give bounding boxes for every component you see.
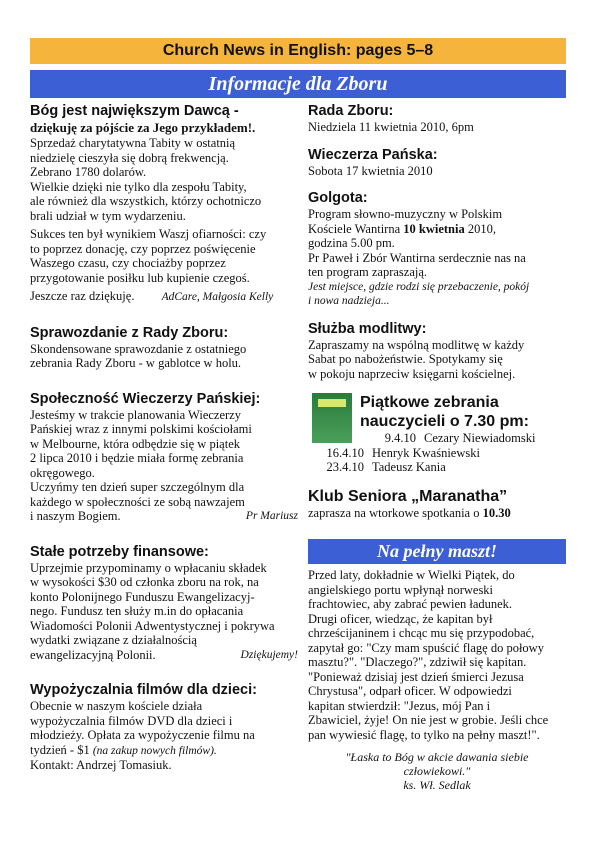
paragraph: Jesteśmy w trakcie planowania Wieczerzy Pańskiej wraz z innymi polskimi kościołami w Melbourne, która odbędzie się w piątek 2 lipca 2010 i będzie miała formę zebrania okręgowego. Uczyńmy ten dzień super szczególnym dla każdego w społeczności ze sobą nawzajem i naszym Bogiem. Pr Mariusz <box>30 407 298 523</box>
paragraph: Sukces ten był wynikiem Waszj ofiarności: czy to poprzez donację, czy poprzez poświęcenie Waszego czasu, czy chociażby poprzez przygotowanie posiłku lub kupienie czegoś. <box>30 227 267 285</box>
paragraph: Sprzedaż charytatywna Tabity w ostatnią niedzielę cieszyła się dobrą frekwencją. Zebrano 1780 dolarów. Wielkie dzięki nie tylko dla zespołu Tabity, ale również dla wszystkich, którzy ochotniczo brali udział w tym wydarzeniu. <box>30 136 262 223</box>
section-teacher-meetings <box>308 393 566 475</box>
signature: Pr Mariusz <box>245 510 298 522</box>
paragraph: Przed laty, dokładnie w Wielki Piątek, do angielskiego portu wpłynął norweski frachtowiec, aby zabrać pewien ładunek. Drugi oficer, wiedząc, że kapitan był chrześcijaninem i chcąc mu się przypodobać, zapytał go: "Czy mam spuścić flagę do połowy masztu?". "Dlaczego?", zdziwił się kapitan. "Ponieważ dzisiaj jest dzień śmierci Jezusa Chrystusa", odparł oficer. W odpowiedzi kapitan stwierdził: "Jezus, mój Pan i Zbawiciel, żyje! On nie jest w grobie. Jeśli chce pan wywiesić flagę, to tylko na pełny maszt!". <box>308 568 549 742</box>
page-title: Informacje dla Zboru <box>30 70 566 98</box>
paragraph: Obecnie w naszym kościele działa wypożyczalnia filmów DVD dla dzieci i młodzieży. Opłata za wypożyczenie filmu na tydzień - $1 (na zakup nowych filmów). Kontakt: Andrzej Tomasiuk. <box>30 699 255 772</box>
paragraph: Zapraszamy na wspólną modlitwę w każdy Sabat po nabożeństwie. Spotykamy się w pokoju naprzeciw księgarni kościelnej. <box>308 337 525 381</box>
section-lords-supper <box>30 391 298 524</box>
section-title: Klub Seniora „Maranatha” <box>308 487 508 505</box>
full-mast-story <box>308 568 566 792</box>
section-council: Rada Zboru: Niedziela 11 kwietnia 2010, 6pm <box>308 103 566 135</box>
section-golgota <box>308 190 566 309</box>
section-title: Stałe potrzeby finansowe: <box>30 543 209 560</box>
section-title: Piątkowe zebrania <box>360 394 499 411</box>
thanks-line: Jeszcze raz dziękuję. AdCare, Małgosia Kelly <box>30 289 274 303</box>
section-title: Sprawozdanie z Rady Zboru: <box>30 324 229 341</box>
english-news-banner: Church News in English: pages 5–8 <box>30 38 566 64</box>
section-title: Rada Zboru: <box>308 103 394 119</box>
meeting-row: 23.4.10 Tadeusz Kania <box>326 460 446 474</box>
section-title: Wypożyczalnia filmów dla dzieci: <box>30 682 257 698</box>
meeting-row: 9.4.10 Cezary Niewiadomski <box>384 431 536 445</box>
full-mast-title: Na pełny maszt! <box>308 539 566 564</box>
paragraph: Uprzejmie przypominamy o wpłacaniu składek w wysokości $30 od członka zboru na rok, na konto Polonijnego Funduszu Ewangelizacyj- nego. Fundusz ten służy m.in do opłacania Wiadomości Polonii Adwentystycznej i pokrywa wydatki związane z działalnością ewangelizacyjną Polonii. Dziękujemy! <box>30 560 298 662</box>
section-title: Służba modlitwy: <box>308 320 427 337</box>
section-film-rental <box>30 682 298 773</box>
section-board-report <box>30 325 298 371</box>
section-gift <box>30 103 298 305</box>
section-title: nauczycieli o 7.30 pm: <box>360 413 529 430</box>
section-supper-date: Wieczerza Pańska: Sobota 17 kwietnia 2010 <box>308 147 566 179</box>
book-cover-image <box>312 393 352 443</box>
section-title: Golgota: <box>308 190 368 206</box>
quote: "Łaska to Bóg w akcie dawania siebie człowiekowi." ks. Wł. Sedlak <box>345 750 529 792</box>
meeting-row: 16.4.10 Henryk Kwaśniewski <box>326 445 480 460</box>
paragraph: Program słowno-muzyczny w Polskim Kościele Wantirna 10 kwietnia 2010, godzina 5.00 pm. Pr Paweł i Zbór Wantirna serdecznie nas na ten program zapraszają. Jest miejsce, gdzie rodzi się przebaczenie, pokój i nowa nadzieja... <box>308 207 530 307</box>
section-subtitle: dziękuję za pójście za Jego przykładem!. <box>30 120 256 135</box>
section-title: Społeczność Wieczerzy Pańskiej: <box>30 390 261 407</box>
left-column <box>30 103 298 785</box>
signature: AdCare, Małgosia Kelly <box>161 291 274 303</box>
paragraph: Skondensowane sprawozdanie z ostatniego zebrania Rady Zboru - w gablotce w holu. <box>30 341 247 370</box>
section-title: Wieczerza Pańska: <box>308 146 438 163</box>
section-prayer <box>308 321 566 382</box>
section-senior-club: Klub Seniora „Maranatha” zaprasza na wtorkowe spotkania o 10.30 <box>308 487 566 521</box>
right-column <box>308 103 566 532</box>
section-title: Bóg jest największym Dawcą - <box>30 103 239 119</box>
signature: Dziękujemy! <box>240 648 298 661</box>
section-finance <box>30 544 298 663</box>
